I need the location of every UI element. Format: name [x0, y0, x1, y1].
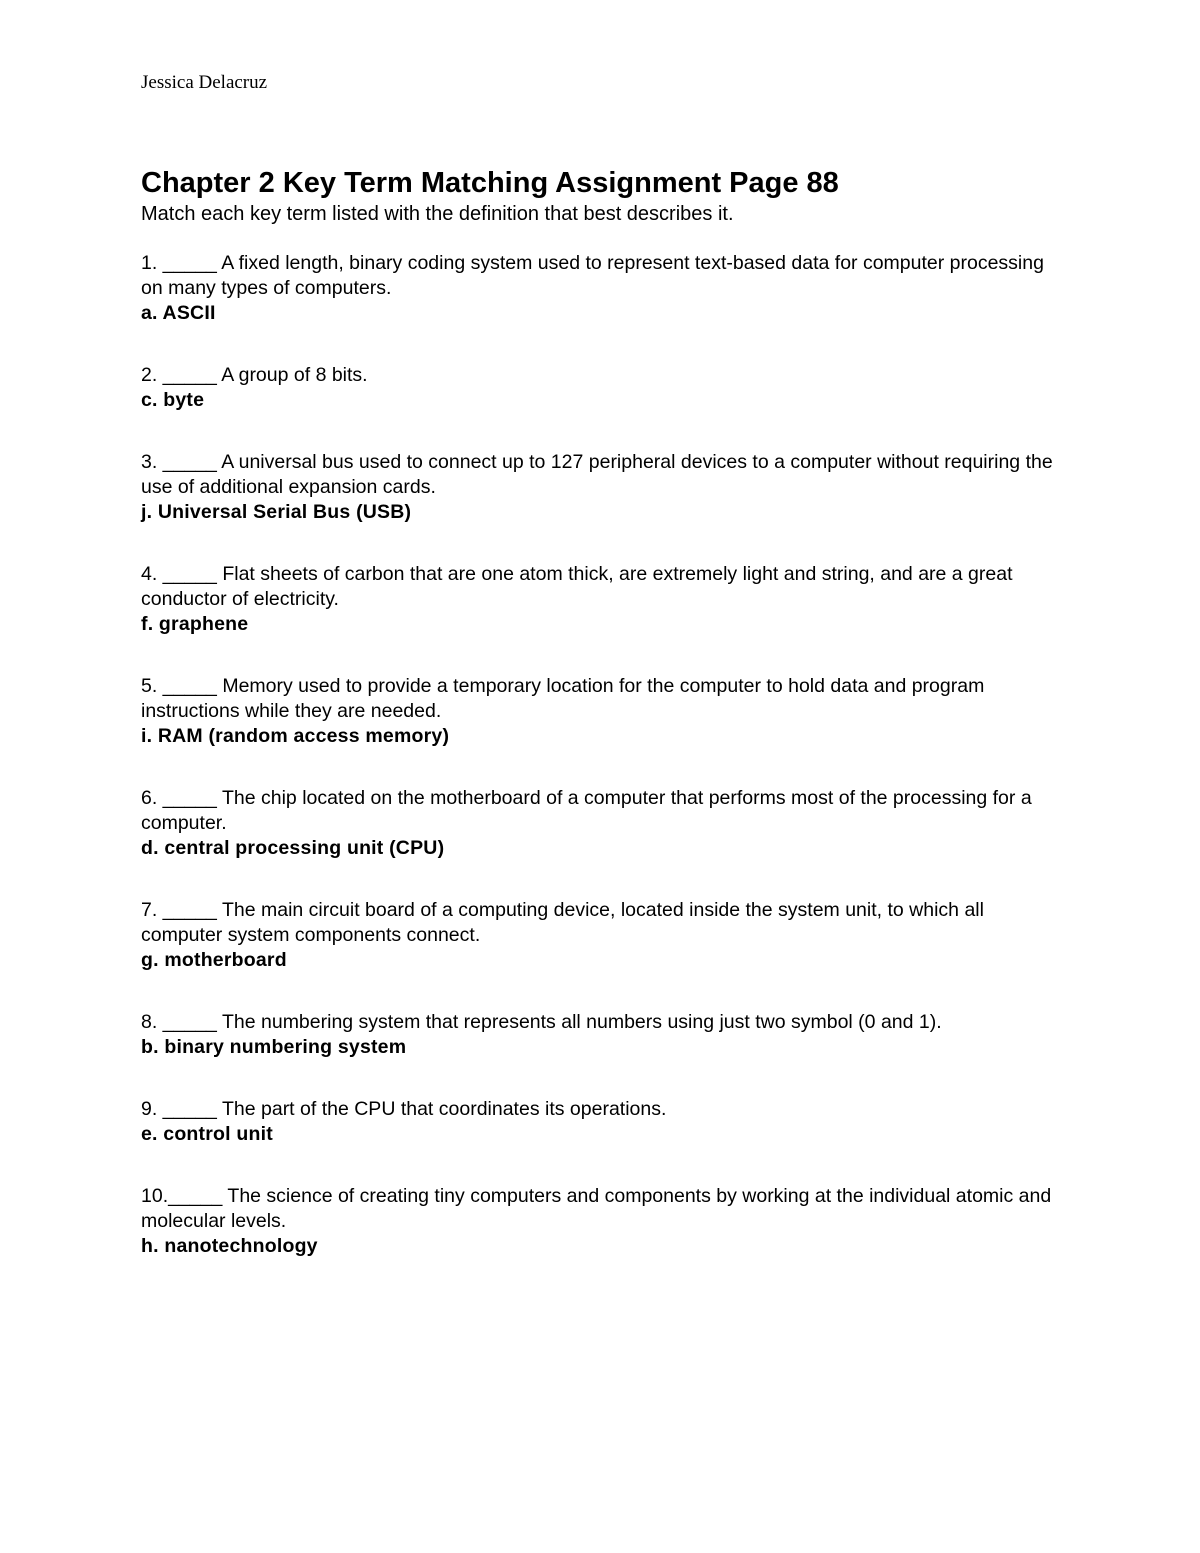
question-item	[141, 251, 1061, 326]
question-definition: The chip located on the motherboard of a computer that performs most of the processing for a computer.	[141, 787, 1032, 834]
answer-text: d. central processing unit (CPU)	[141, 837, 445, 859]
question-text	[141, 1097, 1061, 1122]
question-number: 9. _____	[141, 1098, 222, 1120]
question-number: 10._____	[141, 1185, 228, 1207]
answer-text: i. RAM (random access memory)	[141, 725, 450, 747]
question-text	[141, 674, 1061, 724]
answer-text: j. Universal Serial Bus (USB)	[141, 501, 412, 523]
question-number: 2. _____	[141, 364, 222, 386]
question-item	[141, 898, 1061, 973]
question-item	[141, 786, 1061, 861]
answer-text: e. control unit	[141, 1123, 273, 1145]
question-item	[141, 450, 1061, 525]
question-definition: A group of 8 bits.	[221, 364, 368, 386]
answer-text: f. graphene	[141, 613, 249, 635]
document-body	[141, 165, 1061, 1296]
answer-text: g. motherboard	[141, 949, 287, 971]
question-definition: Flat sheets of carbon that are one atom thick, are extremely light and string, and are a great conductor of electricity.	[141, 563, 1013, 610]
question-definition: The numbering system that represents all numbers using just two symbol (0 and 1).	[221, 1011, 942, 1033]
question-item	[141, 562, 1061, 637]
question-definition: A fixed length, binary coding system used to represent text-based data for computer processing on many types of computers.	[141, 252, 1044, 299]
answer-text: h. nanotechnology	[141, 1235, 318, 1257]
question-definition: The main circuit board of a computing device, located inside the system unit, to which all computer system components connect.	[141, 899, 984, 946]
question-list	[141, 251, 1061, 1259]
question-text	[141, 1184, 1061, 1234]
question-number: 6. _____	[141, 787, 222, 809]
answer-text: b. binary numbering system	[141, 1036, 407, 1058]
answer-text: a. ASCII	[141, 302, 216, 324]
answer-text: c. byte	[141, 389, 205, 411]
question-number: 3. _____	[141, 451, 222, 473]
question-text	[141, 786, 1061, 836]
question-definition: The science of creating tiny computers and components by working at the individual atomic and molecular levels.	[141, 1185, 1052, 1232]
question-number: 1. _____	[141, 252, 222, 274]
question-item	[141, 1097, 1061, 1147]
question-number: 7. _____	[141, 899, 222, 921]
question-text	[141, 898, 1061, 948]
question-number: 4. _____	[141, 563, 223, 585]
question-definition: A universal bus used to connect up to 127 peripheral devices to a computer without requiring the use of additional expansion cards.	[141, 451, 1053, 498]
page-title: Chapter 2 Key Term Matching Assignment Page 88	[141, 167, 839, 199]
question-item	[141, 363, 1061, 413]
instructions: Match each key term listed with the definition that best describes it.	[141, 203, 734, 225]
author-name: Jessica Delacruz	[141, 72, 268, 93]
question-item	[141, 674, 1061, 749]
question-number: 8. _____	[141, 1011, 222, 1033]
question-item	[141, 1010, 1061, 1060]
question-text	[141, 1010, 1061, 1035]
question-item	[141, 1184, 1061, 1259]
question-text	[141, 562, 1061, 612]
question-definition: The part of the CPU that coordinates its operations.	[221, 1098, 667, 1120]
question-text	[141, 450, 1061, 500]
question-text	[141, 363, 1061, 388]
question-number: 5. _____	[141, 675, 223, 697]
question-definition: Memory used to provide a temporary location for the computer to hold data and program instructions while they are needed.	[141, 675, 985, 722]
question-text	[141, 251, 1061, 301]
